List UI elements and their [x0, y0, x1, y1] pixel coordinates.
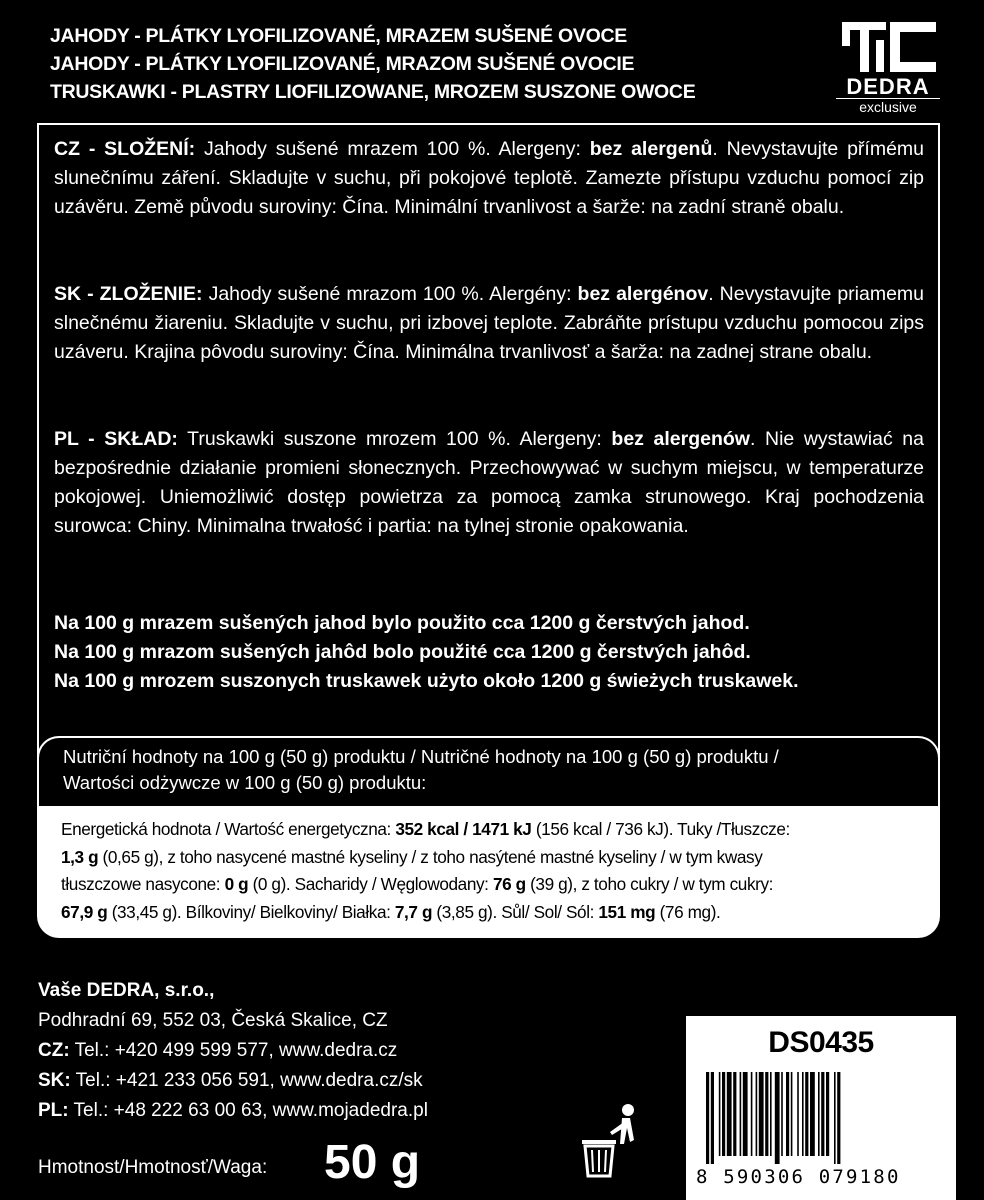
weight-label: Hmotnost/Hmotnosť/Waga:	[38, 1157, 268, 1178]
ingredients-cz	[54, 135, 924, 222]
barcode-bar	[733, 1072, 736, 1156]
barcode-bar	[765, 1072, 768, 1156]
title-pl: TRUSKAWKI - PLASTRY LIOFILIZOWANE, MROZEM SUSZONE OWOCE	[50, 81, 696, 103]
ean-number: 8 590306 079180	[696, 1166, 901, 1188]
ingredients-cz-label: CZ - SLOŽENÍ:	[54, 138, 196, 160]
protein-value: 7,7 g	[394, 901, 433, 922]
contact-cz-text: Tel.: +420 499 599 577, www.dedra.cz	[69, 1040, 398, 1061]
contact-cz-prefix: CZ:	[38, 1040, 70, 1061]
contact-pl-prefix: PL:	[38, 1100, 69, 1121]
energy-portion: (156 kcal / 736 kJ). Tuky /Tłuszcze:	[531, 819, 790, 839]
sugar-value: 67,9 g	[61, 901, 108, 922]
barcode-bar	[837, 1072, 840, 1164]
dedra-tc-logo-icon	[836, 18, 940, 74]
barcode-bar	[775, 1072, 780, 1164]
usage-pl: Na 100 g mrozem suszonych truskawek użyto około 1200 g świeżych truskawek.	[54, 670, 799, 692]
company-info	[38, 976, 598, 1126]
fresh-fruit-usage	[54, 609, 924, 696]
barcode-bar	[821, 1072, 824, 1156]
barcode-bar	[818, 1072, 820, 1156]
barcode-graphic	[700, 1072, 940, 1164]
usage-cz: Na 100 g mrazem sušených jahod bylo použito cca 1200 g čerstvých jahod.	[54, 612, 750, 634]
ingredients-sk-label: SK - ZLOŽENIE:	[54, 283, 203, 305]
barcode-bar	[781, 1072, 783, 1156]
barcode-bar	[805, 1072, 808, 1156]
ingredients-pl-allergen: bez alergenów	[611, 428, 750, 450]
barcode-bar	[740, 1072, 742, 1156]
barcode-bar	[770, 1072, 772, 1156]
logo-subtitle: exclusive	[836, 98, 940, 114]
barcode-bar	[706, 1072, 709, 1164]
dedra-logo	[836, 18, 946, 114]
ingredients-pl-label: PL - SKŁAD:	[54, 428, 178, 450]
barcode-bar	[826, 1072, 829, 1156]
title-sk: JAHODY - PLÁTKY LYOFILIZOVANÉ, MRAZOM SUŠENÉ OVOCIE	[50, 53, 635, 75]
ingredients-cz-text2: . Nevystavujte přímému slunečnímu záření. Skladujte v suchu, při pokojové teplotě. Zamezte přístupu vzduchu pomocí zip uzávěru. Země původu suroviny: Čína. Minimální trvanlivost a šarže: na zadní straně obalu.	[54, 138, 925, 218]
ingredients-sk	[54, 280, 924, 367]
trash-bin-person-icon	[578, 1100, 644, 1180]
carbs-value: 76 g	[492, 874, 526, 894]
barcode-bar	[759, 1072, 764, 1156]
nutrition-line-2	[61, 844, 916, 872]
company-address: Podhradní 69, 552 03, Česká Skalice, CZ	[38, 1010, 388, 1031]
ingredients-cz-allergen: bez alergenů	[589, 138, 713, 160]
contact-pl-text: Tel.: +48 222 63 00 63, www.mojadedra.pl	[68, 1100, 428, 1121]
ingredients-sk-text2: . Nevystavujte priamemu slnečnému žiareniu. Skladujte v suchu, pri izbovej teplote. Zabráňte prístupu vzduchu pomocou zips uzáveru. Krajina pôvodu suroviny: Čína. Minimálna trvanlivosť a šarža: na zadnej strane obalu.	[54, 283, 925, 363]
salt-value: 151 mg	[598, 901, 656, 922]
product-code: DS0435	[768, 1026, 874, 1059]
net-weight	[38, 1135, 558, 1195]
energy-value: 352 kcal / 1471 kJ	[395, 819, 532, 839]
ingredients-box	[37, 123, 940, 813]
barcode-bar	[756, 1072, 758, 1156]
logo-brand: DEDRA	[846, 74, 930, 99]
salt-portion: (76 mg).	[655, 901, 721, 922]
protein-portion: (3,85 g). Sůl/ Sol/ Sól:	[432, 901, 599, 922]
usage-sk: Na 100 g mrazom sušených jahôd bolo použité cca 1200 g čerstvých jahôd.	[54, 641, 751, 663]
energy-label: Energetická hodnota / Wartość energetyczna:	[61, 819, 396, 839]
ingredients-pl-text1: Truskawki suszone mrozem 100 %. Alergeny:	[177, 428, 612, 450]
product-titles	[50, 22, 830, 106]
ingredients-sk-allergen: bez alergénov	[577, 283, 709, 305]
contact-cz	[38, 1036, 598, 1066]
barcode-bar	[751, 1072, 753, 1156]
barcode-bar	[802, 1072, 804, 1156]
nutrition-header	[37, 736, 940, 810]
company-name: Vaše DEDRA, s.r.o.,	[38, 980, 215, 1001]
title-cz: JAHODY - PLÁTKY LYOFILIZOVANÉ, MRAZEM SUŠENÉ OVOCE	[50, 25, 627, 47]
ingredients-pl-text2: . Nie wystawiać na bezpośrednie działanie promieni słonecznych. Przechowywać w suchym miejscu, w temperaturze pokojowej. Uniemożliwić dostęp powietrza za pomocą zamka strunowego. Kraj pochodzenia surowca: Chiny. Minimalna trwałość i partia: na tylnej stronie opakowania.	[54, 428, 924, 537]
carbs-portion: (39 g), z toho cukry / w tym cukry:	[525, 874, 774, 894]
sugar-portion: (33,45 g). Bílkoviny/ Bielkoviny/ Białka:	[107, 901, 395, 922]
barcode-bar	[743, 1072, 748, 1156]
satfat-value: 0 g	[224, 874, 249, 894]
nutrition-line-1	[61, 816, 916, 844]
barcode-bar	[719, 1072, 721, 1156]
weight-value: 50 g	[324, 1136, 421, 1189]
contact-sk	[38, 1066, 598, 1096]
barcode-bar	[786, 1072, 789, 1156]
barcode-bar	[711, 1072, 714, 1164]
contact-pl	[38, 1096, 598, 1126]
satfat-portion: (0 g). Sacharidy / Węglowodany:	[248, 874, 493, 894]
ingredients-cz-text1: Jahody sušené mrazem 100 %. Alergeny:	[195, 138, 590, 160]
barcode-bar	[834, 1072, 836, 1164]
nutrition-line-4	[61, 899, 916, 927]
ingredients-sk-text1: Jahody sušené mrazom 100 %. Alergény:	[202, 283, 578, 305]
nutrition-header-line1: Nutriční hodnoty na 100 g (50 g) produktu / Nutričné hodnoty na 100 g (50 g) produktu /	[63, 746, 779, 767]
barcode-bar	[791, 1072, 793, 1156]
contact-sk-prefix: SK:	[38, 1070, 71, 1091]
ingredients-pl	[54, 425, 924, 541]
nutrition-table	[37, 806, 940, 938]
nutrition-line-3	[61, 871, 916, 899]
nutrition-header-line2: Wartości odżywcze w 100 g (50 g) produktu:	[63, 772, 427, 793]
barcode-bar	[797, 1072, 799, 1156]
satfat-label: tłuszczowe nasycone:	[61, 874, 225, 894]
contact-sk-text: Tel.: +421 233 056 591, www.dedra.cz/sk	[70, 1070, 423, 1091]
barcode-card	[686, 1016, 956, 1200]
barcode-bar	[727, 1072, 732, 1156]
fat-value: 1,3 g	[61, 846, 99, 867]
fat-portion: (0,65 g), z toho nasycené mastné kyseliny / z toho nasýtené mastné kyseliny / w tym kwasy	[98, 846, 763, 867]
barcode-bar	[810, 1072, 815, 1156]
barcode-bar	[722, 1072, 725, 1156]
